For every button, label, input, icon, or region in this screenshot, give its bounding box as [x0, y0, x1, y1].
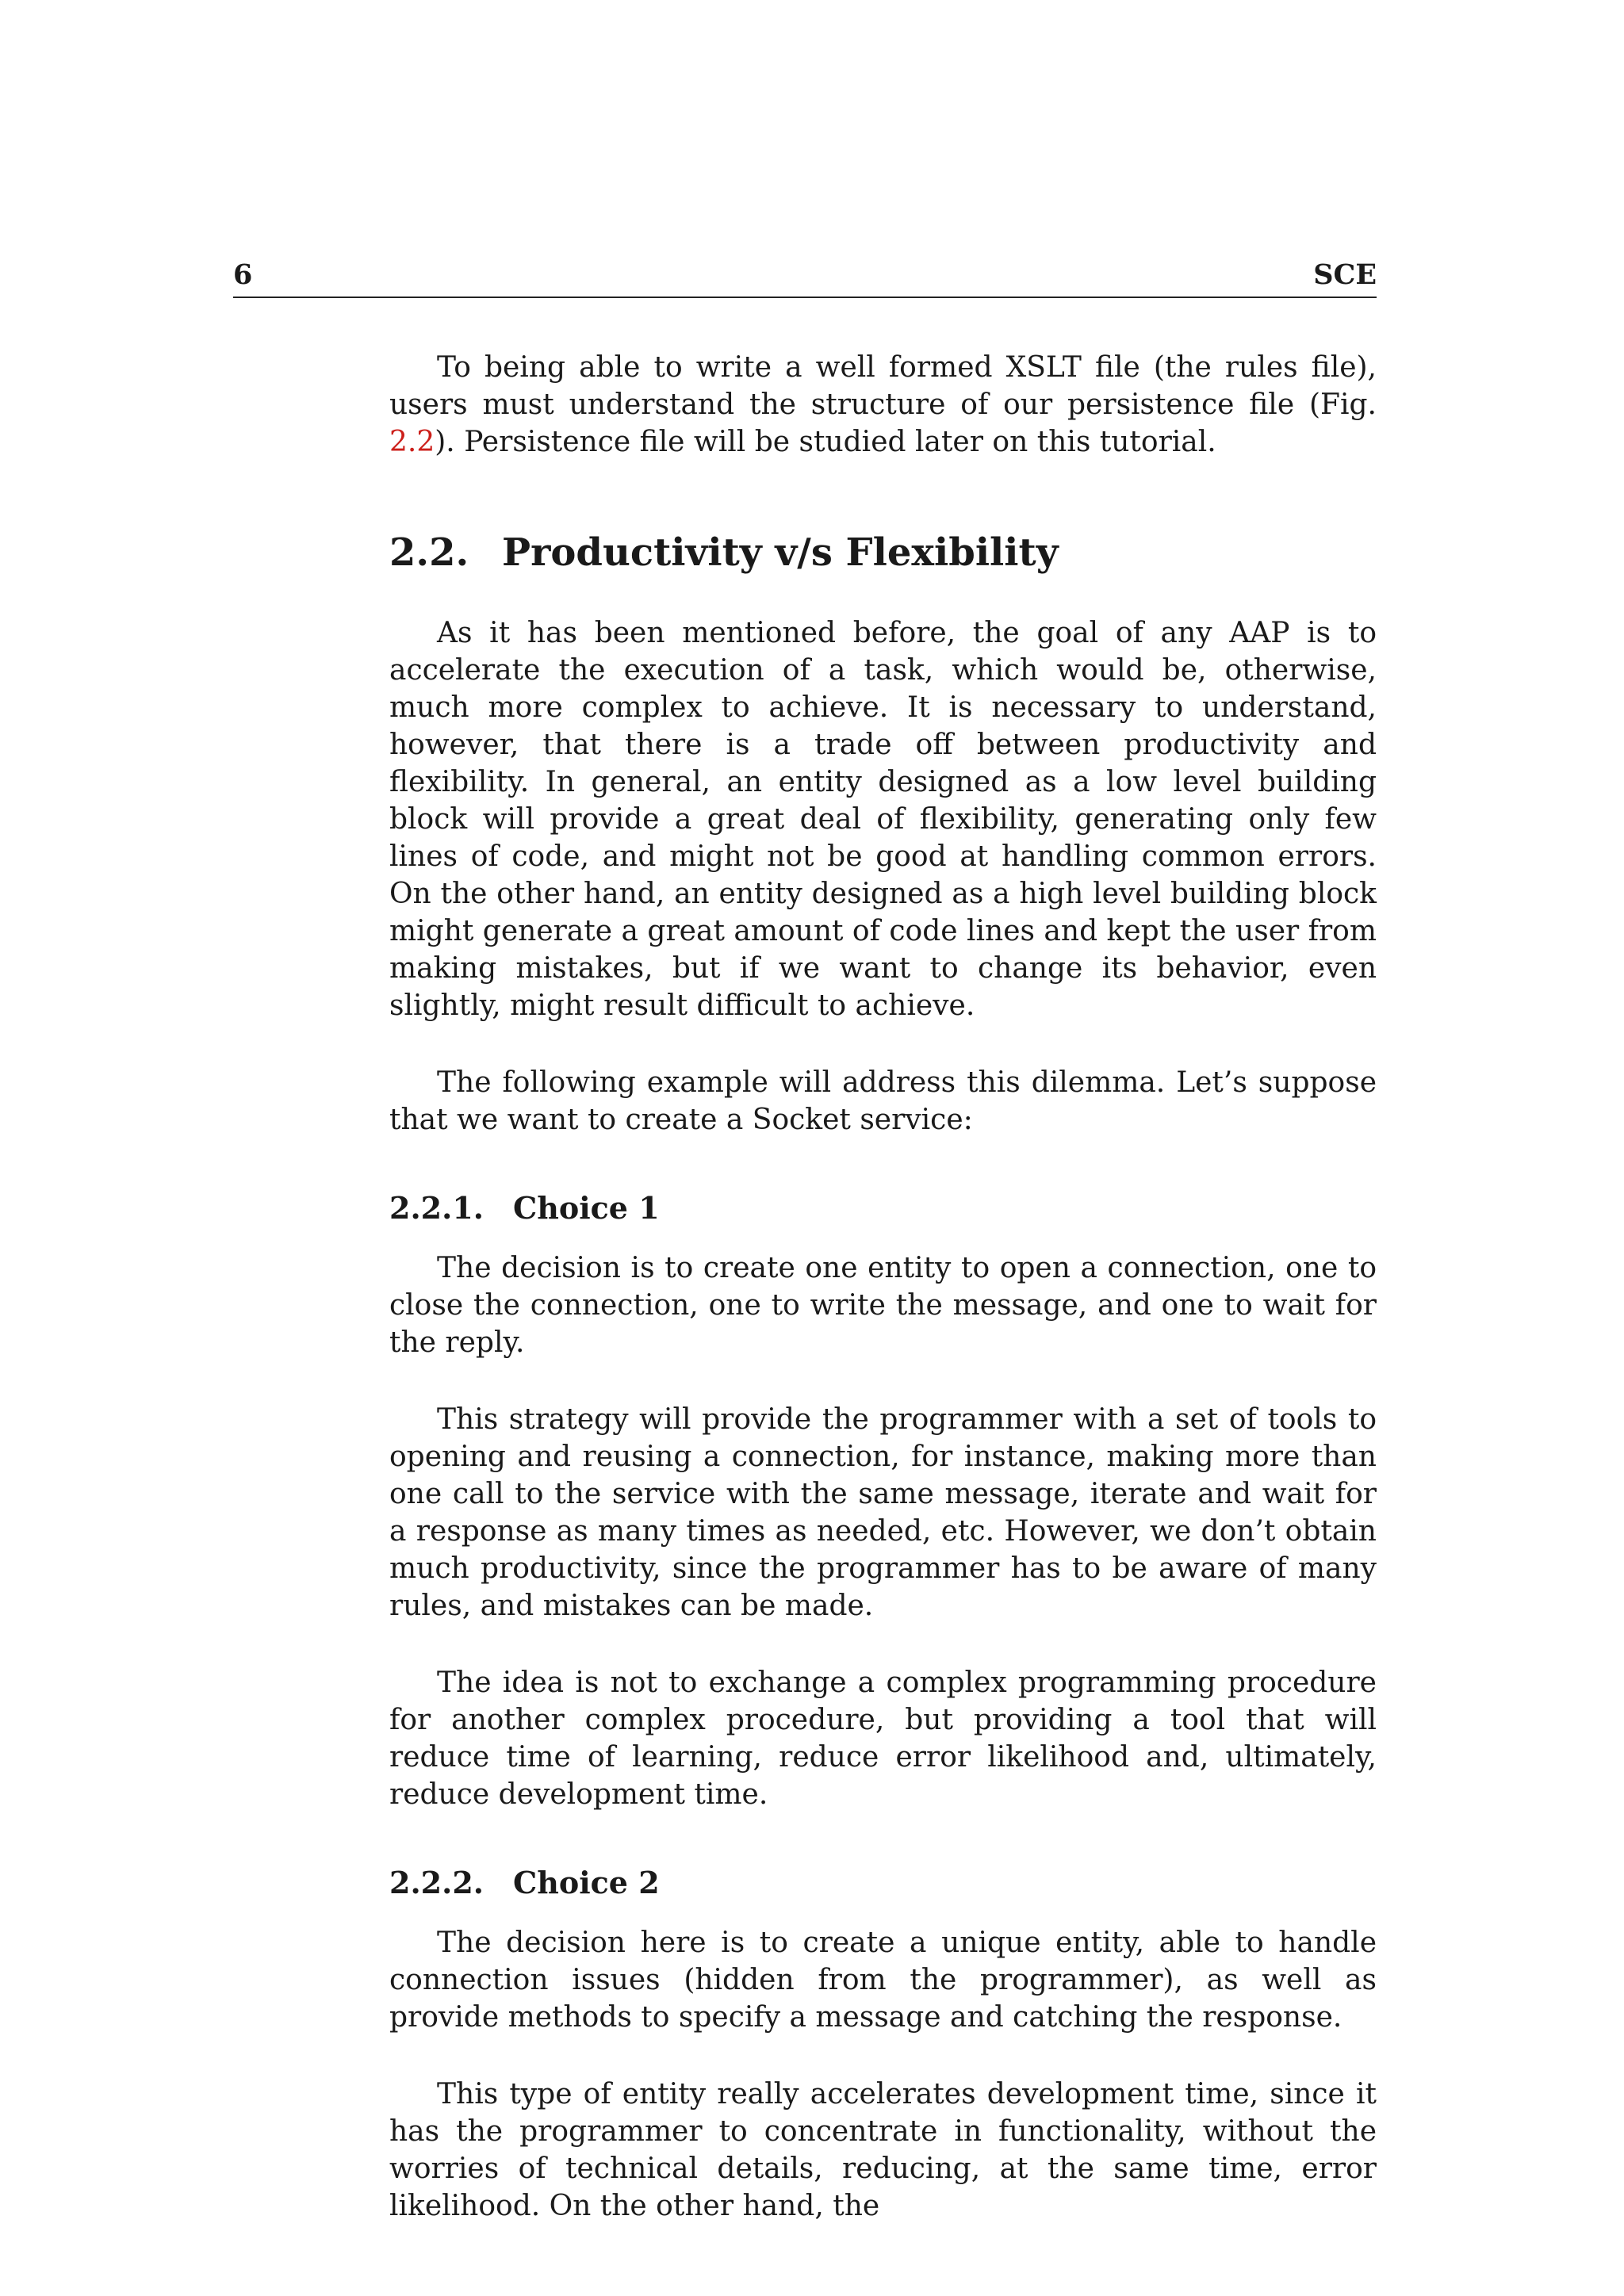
figure-reference-link[interactable]: 2.2 — [389, 426, 435, 458]
running-title: SCE — [1313, 258, 1377, 291]
subsection-number: 2.2.1. — [389, 1190, 485, 1226]
subsection-title: Choice 2 — [513, 1865, 660, 1900]
subsection-heading-choice-2 — [389, 1864, 1377, 1902]
section-paragraph-2: The following example will address this dilemma. Let’s suppose that we want to create a Socket service: — [389, 1066, 1377, 1136]
section-heading — [389, 529, 1377, 576]
section-number: 2.2. — [389, 530, 469, 575]
running-header — [233, 258, 1377, 298]
choice1-paragraph-1: The decision is to create one entity to open a connection, one to close the connection, one to write the message, and one to wait for the reply. — [389, 1252, 1377, 1359]
intro-text-start: To being able to write a well formed XSLT file (the rules file), users must understand the structure of our persistence file (Fig. — [389, 351, 1377, 421]
choice1-paragraph-2: This strategy will provide the programmer with a set of tools to opening and reusing a connection, for instance, making more than one call to the service with the same message, iterate and wait for a response as many times as needed, etc. However, we don’t obtain much productivity, since the programmer has to be aware of many rules, and mistakes can be made. — [389, 1403, 1377, 1622]
choice2-paragraph-1: The decision here is to create a unique entity, able to handle connection issues (hidden from the programmer), as well as provide methods to specify a message and catching the response. — [389, 1927, 1377, 2034]
choice2-paragraph-2: This type of entity really accelerates development time, since it has the programmer to concentrate in functionality, without the worries of technical details, reducing, at the same time, error likelihood. On the other hand, the — [389, 2078, 1377, 2222]
intro-text-end: ). Persistence file will be studied later on this tutorial. — [435, 426, 1216, 458]
intro-paragraph — [389, 349, 1377, 461]
page-number: 6 — [233, 258, 253, 291]
text-body — [389, 349, 1377, 2225]
choice1-paragraph-3: The idea is not to exchange a complex programming procedure for another complex procedure, but providing a tool that will reduce time of learning, reduce error likelihood and, ultimately, reduce development time. — [389, 1667, 1377, 1811]
subsection-number: 2.2.2. — [389, 1865, 485, 1900]
subsection-title: Choice 1 — [513, 1190, 660, 1226]
subsection-heading-choice-1 — [389, 1189, 1377, 1227]
section-paragraph-1: As it has been mentioned before, the goal of any AAP is to accelerate the execution of a task, which would be, otherwise, much more complex to achieve. It is necessary to understand, however, that there is a trade off between productivity and flexibility. In general, an entity designed as a low level building block will provide a great deal of flexibility, generating only few lines of code, and might not be good at handling common errors. On the other hand, an entity designed as a high level building block might generate a great amount of code lines and kept the user from making mistakes, but if we want to change its behavior, even slightly, might result difficult to achieve. — [389, 617, 1377, 1022]
section-title: Productivity v/s Flexibility — [502, 530, 1059, 575]
